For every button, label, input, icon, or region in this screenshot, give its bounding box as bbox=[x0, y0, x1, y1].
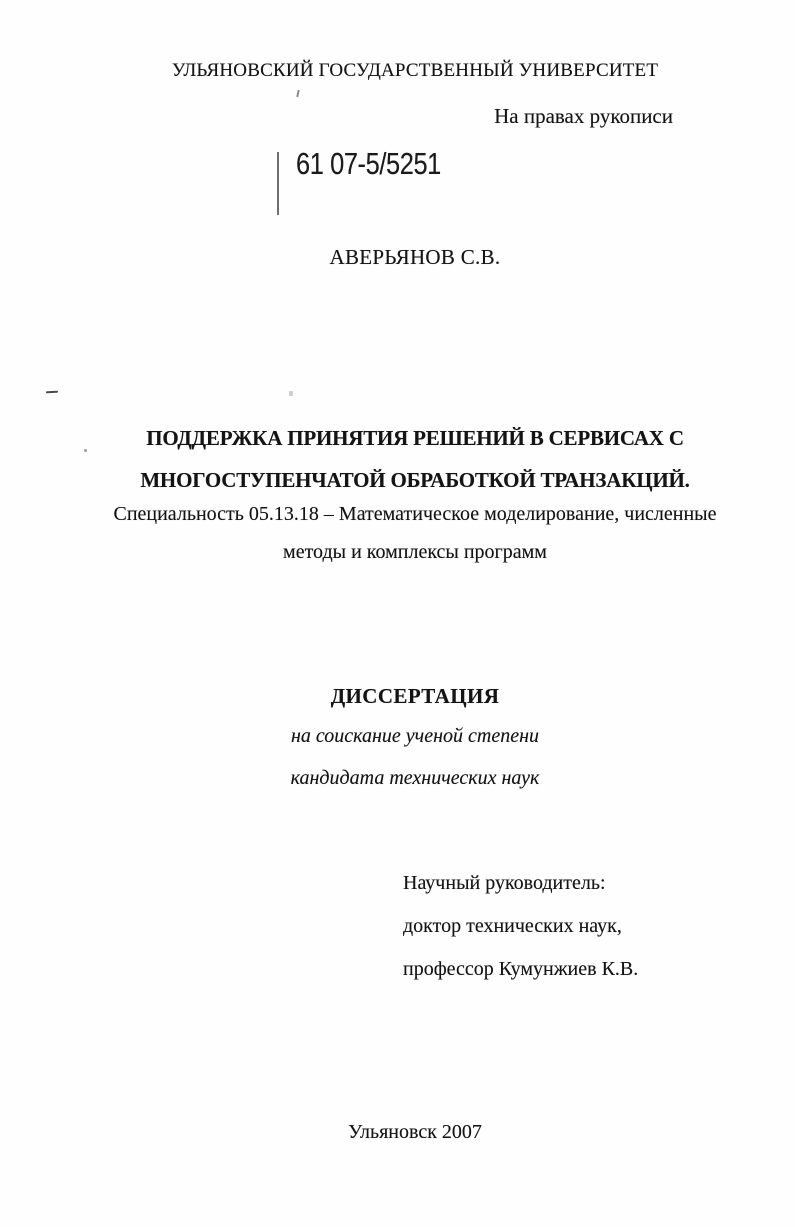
specialty-line-1: Специальность 05.13.18 – Математическое моделирование, численные bbox=[113, 503, 717, 525]
scan-artifact-speck bbox=[84, 449, 87, 452]
supervisor-label: Научный руководитель: bbox=[403, 872, 606, 894]
dissertation-title-line-2: МНОГОСТУПЕНЧАТОЙ ОБРАБОТКОЙ ТРАНЗАКЦИЙ. bbox=[140, 468, 690, 492]
catalog-number-stamp: 61 07-5/5251 bbox=[296, 146, 441, 181]
manuscript-rights-note: На правах рукописи bbox=[494, 104, 673, 128]
scan-artifact-dash bbox=[46, 391, 58, 394]
specialty-line-2: методы и комплексы программ bbox=[283, 541, 547, 563]
author-name: АВЕРЬЯНОВ С.В. bbox=[329, 245, 501, 269]
degree-purpose-line-1: на соискание ученой степени bbox=[290, 725, 540, 747]
catalog-stamp-vertical-line bbox=[277, 152, 279, 215]
dissertation-title-line-1: ПОДДЕРЖКА ПРИНЯТИЯ РЕШЕНИЙ В СЕРВИСАХ С bbox=[146, 426, 684, 450]
document-type-heading: ДИССЕРТАЦИЯ bbox=[330, 684, 500, 708]
supervisor-degree: доктор технических наук, bbox=[403, 915, 622, 937]
supervisor-block bbox=[403, 862, 638, 991]
degree-purpose-line-2: кандидата технических наук bbox=[290, 767, 540, 789]
scan-artifact-speck bbox=[289, 391, 293, 396]
scan-artifact-speck bbox=[296, 90, 299, 97]
supervisor-name: профессор Кумунжиев К.В. bbox=[403, 958, 639, 980]
university-name: УЛЬЯНОВСКИЙ ГОСУДАРСТВЕННЫЙ УНИВЕРСИТЕТ bbox=[171, 60, 659, 81]
city-and-year: Ульяновск 2007 bbox=[348, 1121, 482, 1143]
